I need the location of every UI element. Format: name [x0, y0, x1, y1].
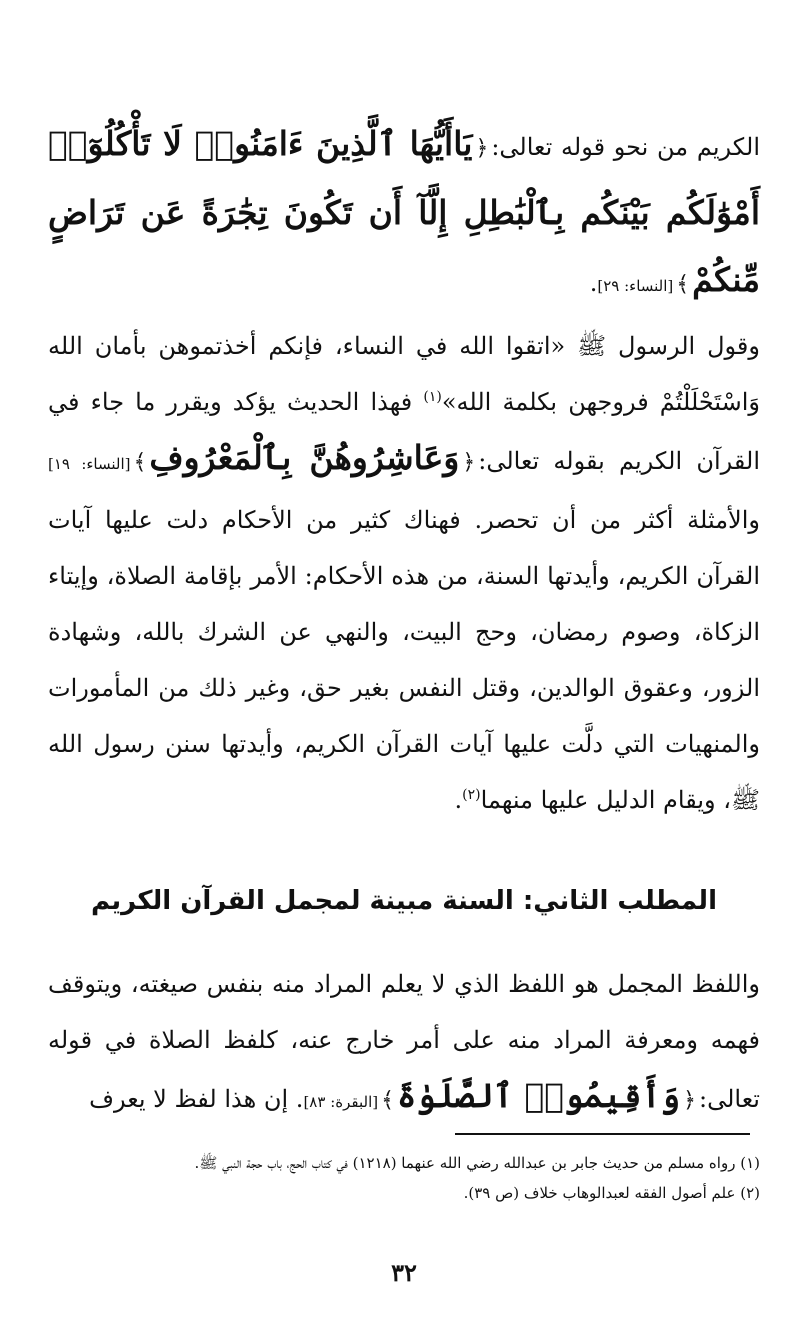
paragraph-hadith — [48, 318, 760, 828]
paragraph-middle-text: فهذا الحديث يؤكد ويقرر ما جاء في القرآن الكريم بقوله تعالى: — [48, 388, 760, 475]
quran-verse: يَاأَيُّهَا ٱلَّذِينَ ءَامَنُوا۟ لَا تَأْكُلُوٓا۟ أَمْوَٰلَكُم بَيْنَكُم بِٱلْبَٰطِلِ إِلَّآ أَن تَكُونَ تِجَٰرَةً عَن تَرَاضٍ مِّنكُمْ — [48, 124, 760, 299]
quran-bracket-close: ﴾ — [676, 272, 690, 297]
footnote-marker: (٢) — [462, 787, 481, 803]
footnote-marker: (١) — [423, 389, 442, 405]
paragraph-tail-text: والأمثلة أكثر من أن تحصر. فهناك كثير من الأحكام دلت عليها آيات القرآن الكريم، وأيدتها السنة، من هذه الأحكام: الأمر بإقامة الصلاة، وإيتاء الزكاة، وصوم رمضان، وحج البيت، والنهي عن الشرك بالله، وشهادة الزور، وعقوق الوالدين، وقتل النفس بغير حق، وغير ذلك من المأمورات والمنهيات التي دلَّت عليها آيات القرآن الكريم، وأيدتها سنن رسول الله ﷺ، ويقام الدليل عليها منهما — [48, 506, 761, 814]
quran-bracket-open: ﴿ — [462, 450, 476, 475]
paragraph-tail-text: . إن هذا لفظ لا يعرف — [89, 1085, 304, 1113]
footnote-divider — [455, 1133, 750, 1135]
page-body — [48, 112, 760, 1130]
quran-verse: وَأَقِيمُوا۟ ٱلصَّلَوٰةَ — [396, 1076, 681, 1115]
quran-bracket-open: ﴿ — [683, 1088, 697, 1113]
page-number: ٣٢ — [391, 1258, 417, 1287]
surah-reference: [النساء: ١٩] — [48, 455, 131, 473]
paragraph-end-text: . — [454, 786, 463, 814]
paragraph-tail-text: . — [589, 269, 598, 297]
paragraph-lead-text: واللفظ المجمل هو اللفظ الذي لا يعلم المراد منه بنفس صيغته، ويتوقف فهمه ومعرفة المراد منه على أمر خارج عنه، كلفظ الصلاة في قوله تعالى: — [48, 970, 760, 1113]
section-heading: المطلب الثاني: السنة مبينة لمجمل القرآن الكريم — [91, 886, 717, 916]
surah-reference: [النساء: ٢٩] — [597, 277, 674, 295]
quran-bracket-open: ﴿ — [475, 136, 489, 161]
quran-bracket-close: ﴾ — [381, 1088, 394, 1113]
footnotes — [48, 1148, 760, 1208]
paragraph-mujmal — [48, 956, 760, 1130]
footnote-1: (١) رواه مسلم من حديث جابر بن عبدالله رضي الله عنهما (١٢١٨) في كتاب الحج، باب حجة النبي ﷺ. — [194, 1154, 760, 1172]
quran-verse: وَعَاشِرُوهُنَّ بِٱلْمَعْرُوفِ — [149, 438, 460, 477]
footnote-2: (٢) علم أصول الفقه لعبدالوهاب خلاف (ص ٣٩). — [463, 1184, 760, 1202]
paragraph-lead-text: الكريم من نحو قوله تعالى: — [491, 133, 760, 161]
paragraph-quran-nisa-29 — [48, 112, 760, 318]
quran-bracket-close: ﴾ — [133, 450, 147, 475]
hadith-text: وقول الرسول ﷺ «اتقوا الله في النساء، فإنكم أخذتموهن بأمان الله وَاسْتَحْلَلْتُمْ فروجهن بكلمة الله» — [48, 332, 760, 416]
surah-reference: [البقرة: ٨٣] — [303, 1093, 379, 1111]
